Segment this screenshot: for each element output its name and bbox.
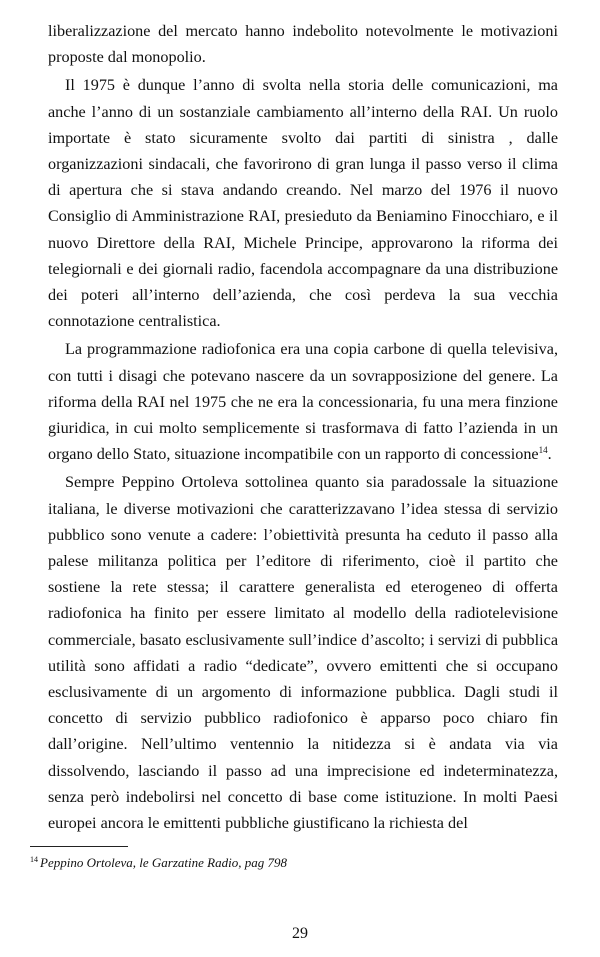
paragraph-3-end: . xyxy=(547,445,552,464)
footnote xyxy=(30,852,550,871)
paragraph-1: liberalizzazione del mercato hanno indebolito notevolmente le motivazioni proposte dal monopolio. xyxy=(48,22,558,67)
footnote-text: Peppino Ortoleva, le Garzatine Radio, pag 798 xyxy=(40,855,287,870)
paragraph-2: Il 1975 è dunque l’anno di svolta nella storia delle comunicazioni, ma anche l’anno di un sostanziale cambiamento all’interno della RAI. Un ruolo importate è stato sicuramente svolto dai partiti di sinistra , dalle organizzazioni sindacali, che favorirono di gran lunga il passo verso il clima di apertura che si stava andando creando. Nel marzo del 1976 il nuovo Consiglio di Amministrazione RAI, presieduto da Beniamino Finocchiaro, e il nuovo Direttore della RAI, Michele Principe, approvarono la riforma dei telegiornali e dei giornali radio, facendola accompagnare da una distribuzione dei poteri all’interno dell’azienda, che così perdeva la sua vecchia connotazione centralistica. xyxy=(48,76,558,331)
paragraph-3 xyxy=(48,336,558,467)
footnote-separator xyxy=(30,846,128,847)
body-text xyxy=(48,18,558,836)
paragraph-4: Sempre Peppino Ortoleva sottolinea quanto sia paradossale la situazione italiana, le diverse motivazioni che caratterizzavano l’idea stessa di servizio pubblico sono venute a cadere: l’obiettività presunta ha ceduto il passo alla palese militanza politica per l’editore di riferimento, cioè il partito che sostiene la rete stessa; il carattere generalista ed eterogeneo di offerta radiofonica ha finito per essere limitato al modello della radiotelevisione commerciale, basato esclusivamente sull’indice d’ascolto; i servizi di pubblica utilità sono affidati a radio “dedicate”, ovvero emittenti che si occupano esclusivamente di un argomento di informazione pubblica. Dagli studi il concetto di servizio pubblico radiofonico è apparso poco chiaro fin dall’origine. Nell’ultimo ventennio la nitidezza si è andata via via dissolvendo, lasciando il passo ad una imprecisione ed indeterminatezza, senza però indebolirsi nel concetto di base come istituzione. In molti Paesi europei ancora le emittenti pubbliche giustificano la richiesta del xyxy=(48,473,558,833)
footnote-reference: 14 xyxy=(538,445,548,456)
page-number: 29 xyxy=(292,925,308,942)
footnote-number: 14 xyxy=(30,855,38,864)
paragraph-3-text: La programmazione radiofonica era una copia carbone di quella televisiva, con tutti i disagi che potevano nascere da un sovrapposizione del genere. La riforma della RAI nel 1975 che ne era la concessionaria, fu una mera finzione giuridica, in cui molto semplicemente si trasformava di fatto l’azienda in un organo dello Stato, situazione incompatibile con un rapporto di concessione xyxy=(48,340,558,464)
